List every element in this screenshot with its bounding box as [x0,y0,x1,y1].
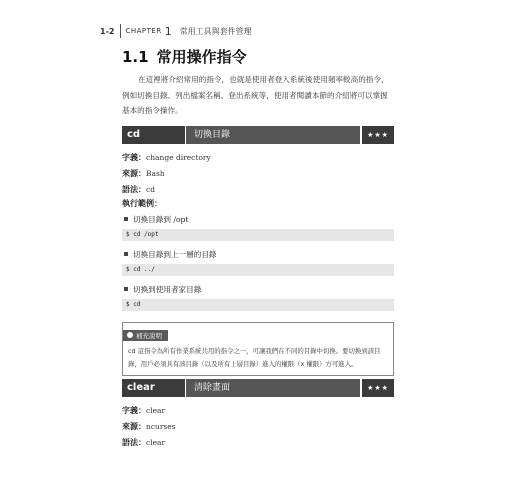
note-text: cd 這指令為所有作業系統共用的指令之一，可讓我們在不同的目錄中切換。要切換到該目錄，用戶必須具有該目錄（以及所有上層目錄）進入的權限（x 權限）方可進入。 [128,347,381,368]
command-name: clear [122,379,185,397]
chapter-number: 1 [164,24,172,38]
meaning-label: 字義： [122,153,146,162]
command-bar-clear [122,379,394,397]
supplement-note [122,322,394,376]
syntax-row [122,437,165,448]
code-block: $ cd [122,299,394,311]
example-item [124,284,201,295]
meaning-value: change directory [146,153,211,162]
syntax-value: clear [146,438,166,447]
meaning-label: 字義： [122,406,146,415]
section-number: 1.1 [122,48,149,66]
source-label: 來源： [122,422,146,431]
header-divider [120,24,121,38]
chapter-title: 常用工具與套件管理 [179,26,252,36]
command-bar-cd [122,126,394,144]
syntax-label: 語法： [122,185,146,194]
syntax-value: cd [146,185,156,194]
section-title [122,46,247,67]
example-desc: 切換到使用者家目錄 [133,285,202,294]
code-block: $ cd /opt [122,229,394,241]
note-title: 補充說明 [136,331,162,340]
intro-paragraph: 在這裡將介紹常用的指令，也就是使用者登入系統後使用頻率較高的指令，例如切換目錄、列出檔案名稱、登出系統等，使用者閱讀本節的介紹將可以掌握基本的指令操作。 [122,75,389,115]
rating-stars: ★★★ [362,126,394,144]
code-block: $ cd ../ [122,264,394,276]
source-value: ncurses [146,422,176,431]
command-title: 切換目錄 [186,126,360,144]
example-desc: 切換目錄到上一層的目錄 [133,250,217,259]
section-heading: 常用操作指令 [156,48,247,66]
syntax-row [122,184,155,195]
syntax-label: 語法： [122,438,146,447]
note-header [123,330,168,341]
source-row [122,421,176,432]
example-item [124,249,217,260]
meaning-row [122,405,165,416]
rating-stars: ★★★ [362,379,394,397]
example-desc: 切換目錄到 [133,215,171,224]
running-header [100,24,252,38]
command-title: 清除畫面 [186,379,360,397]
example-path: /opt [173,215,189,224]
chapter-word: CHAPTER [125,27,162,35]
meaning-value: clear [146,406,166,415]
examples-label: 執行範例： [122,199,162,208]
meaning-row [122,152,211,163]
bullet-square-icon [124,252,128,256]
page-number: 1-2 [100,26,115,36]
source-label: 來源： [122,169,146,178]
bullet-square-icon [124,217,128,221]
source-value: Bash [146,169,165,178]
bullet-square-icon [124,287,128,291]
info-icon [127,332,133,338]
command-name: cd [122,126,185,144]
example-item [124,214,188,225]
source-row [122,168,165,179]
